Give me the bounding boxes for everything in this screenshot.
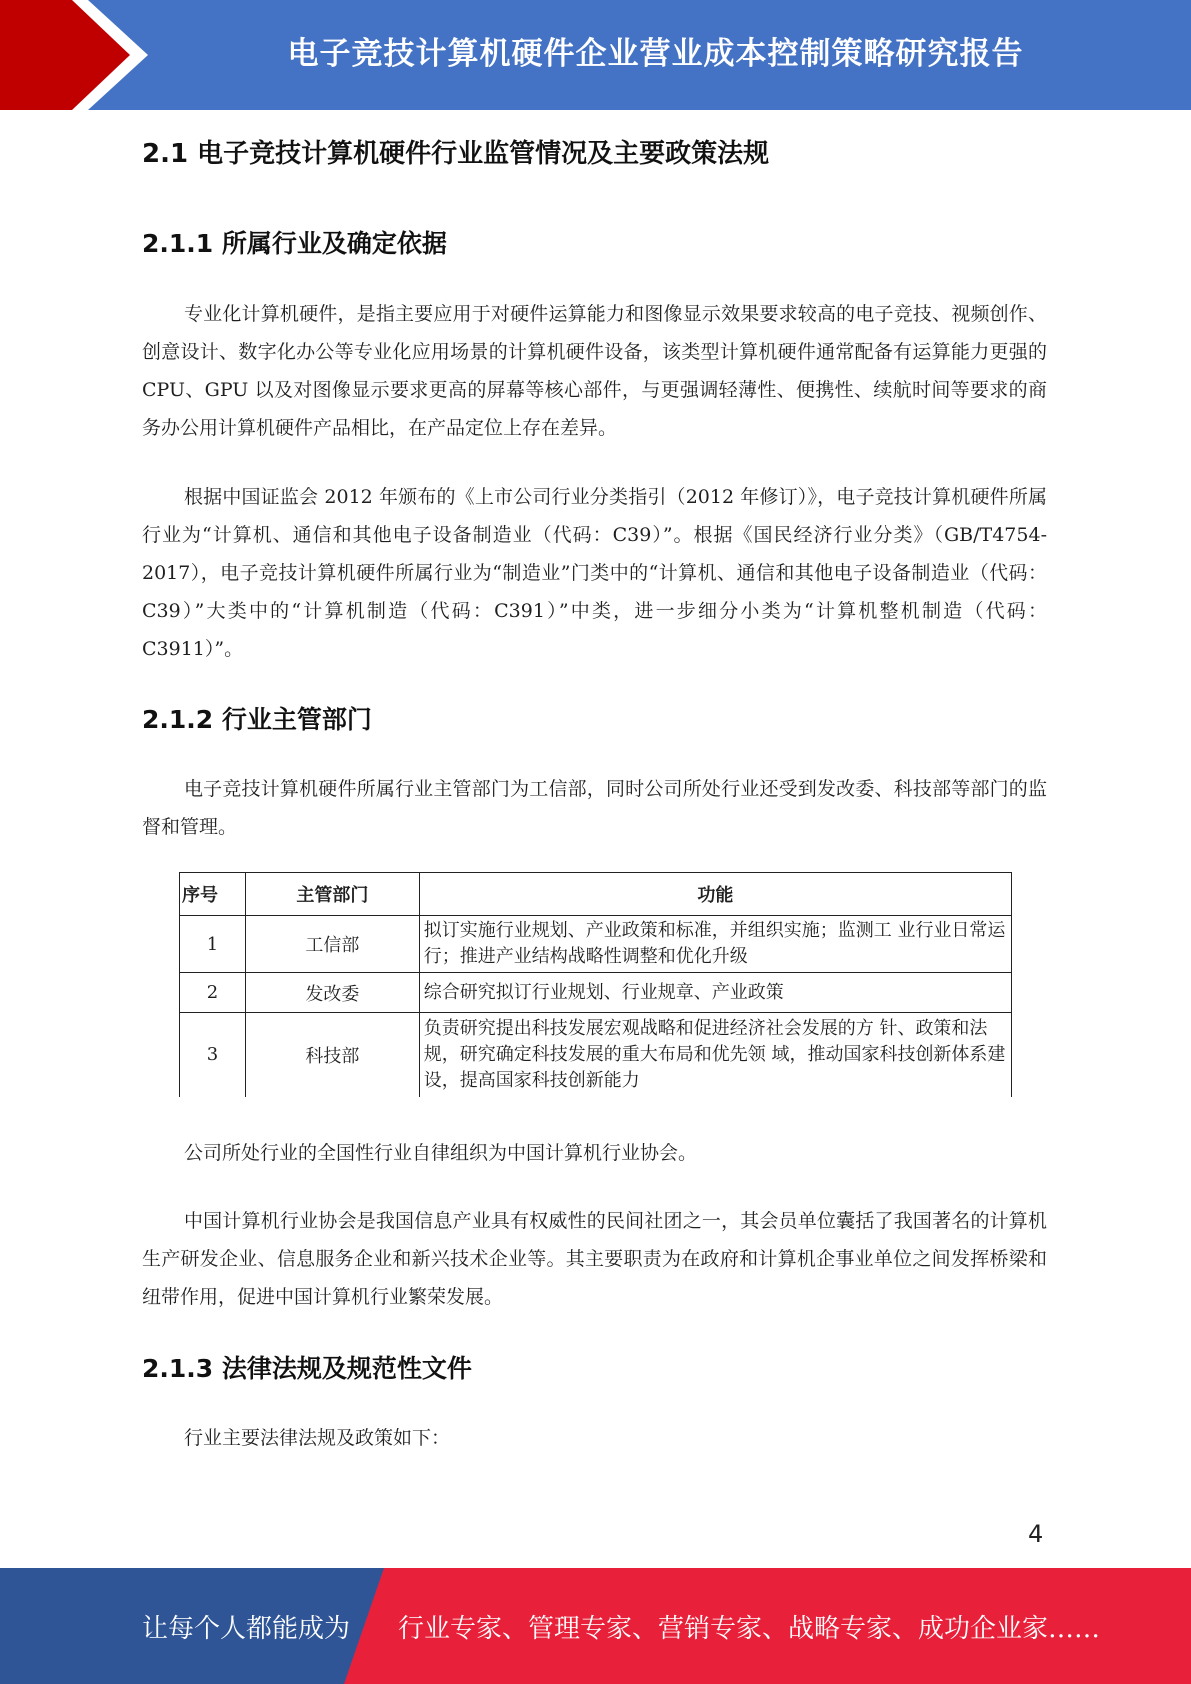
paragraph: 根据中国证监会 2012 年颁布的《上市公司行业分类指引（2012 年修订）》，电子竞技计算机硬件所属行业为“计算机、通信和其他电子设备制造业（代码：C39）”。根据《国民经济行业分类》（GB/T4754-2017），电子竞技计算机硬件所属行业为“制造业”门类中的“计算机、通信和其他电子设备制造业（代码：C39）”大类中的“计算机制造（代码：C391）”中类，进一步细分小类为“计算机整机制造（代码：C3911）”。 <box>142 486 1047 660</box>
paragraph: 中国计算机行业协会是我国信息产业具有权威性的民间社团之一，其会员单位囊括了我国著名的计算机生产研发企业、信息服务企业和新兴技术企业等。其主要职责为在政府和计算机企事业单位之间发挥桥梁和纽带作用，促进中国计算机行业繁荣发展。 <box>142 1210 1047 1308</box>
table-row <box>180 973 1012 1013</box>
cell-no: 1 <box>180 916 246 973</box>
cell-function: 综合研究拟订行业规划、行业规章、产业政策 <box>419 973 1011 1013</box>
cell-dept: 工信部 <box>245 916 419 973</box>
cell-dept: 科技部 <box>245 1013 419 1097</box>
cell-function: 拟订实施行业规划、产业政策和标准，并组织实施；监测工 业行业日常运行；推进产业结构战略性调整和优化升级 <box>419 916 1011 973</box>
paragraph: 电子竞技计算机硬件所属行业主管部门为工信部，同时公司所处行业还受到发改委、科技部等部门的监督和管理。 <box>142 778 1047 838</box>
cell-no: 2 <box>180 973 246 1013</box>
column-header-dept: 主管部门 <box>245 873 419 916</box>
table-header-row <box>180 873 1012 916</box>
subsection-heading-2-1-1: 2.1.1 所属行业及确定依据 <box>142 229 447 258</box>
footer-slogan-right: 行业专家、管理专家、营销专家、战略专家、成功企业家…… <box>398 1613 1101 1644</box>
subsection-heading-2-1-3: 2.1.3 法律法规及规范性文件 <box>142 1354 472 1383</box>
table-row <box>180 916 1012 973</box>
paragraph: 行业主要法律法规及政策如下： <box>184 1427 451 1449</box>
footer-slogan-left: 让每个人都能成为 <box>142 1613 351 1644</box>
cell-function: 负责研究提出科技发展宏观战略和促进经济社会发展的方 针、政策和法规，研究确定科技发展的重大布局和优先领 域，推动国家科技创新体系建设，提高国家科技创新能力 <box>419 1013 1011 1097</box>
paragraph: 专业化计算机硬件，是指主要应用于对硬件运算能力和图像显示效果要求较高的电子竞技、视频创作、创意设计、数字化办公等专业化应用场景的计算机硬件设备，该类型计算机硬件通常配备有运算能力更强的 CPU、GPU 以及对图像显示要求更高的屏幕等核心部件，与更强调轻薄性、便携性、续航时间等要求的商务办公用计算机硬件产品相比，在产品定位上存在差异。 <box>142 303 1047 439</box>
column-header-function: 功能 <box>419 873 1011 916</box>
cell-no: 3 <box>180 1013 246 1097</box>
footer-band <box>0 1568 1191 1684</box>
report-title: 电子竞技计算机硬件企业营业成本控制策略研究报告 <box>287 35 1024 72</box>
cell-dept: 发改委 <box>245 973 419 1013</box>
section-heading: 2.1 电子竞技计算机硬件行业监管情况及主要政策法规 <box>142 139 770 169</box>
paragraph: 公司所处行业的全国性行业自律组织为中国计算机行业协会。 <box>184 1142 698 1164</box>
subsection-heading-2-1-2: 2.1.2 行业主管部门 <box>142 705 372 734</box>
header-band <box>0 0 1191 110</box>
department-table <box>179 872 1012 1097</box>
table-row <box>180 1013 1012 1097</box>
column-header-no: 序号 <box>180 873 246 916</box>
page-number: 4 <box>1028 1520 1044 1548</box>
